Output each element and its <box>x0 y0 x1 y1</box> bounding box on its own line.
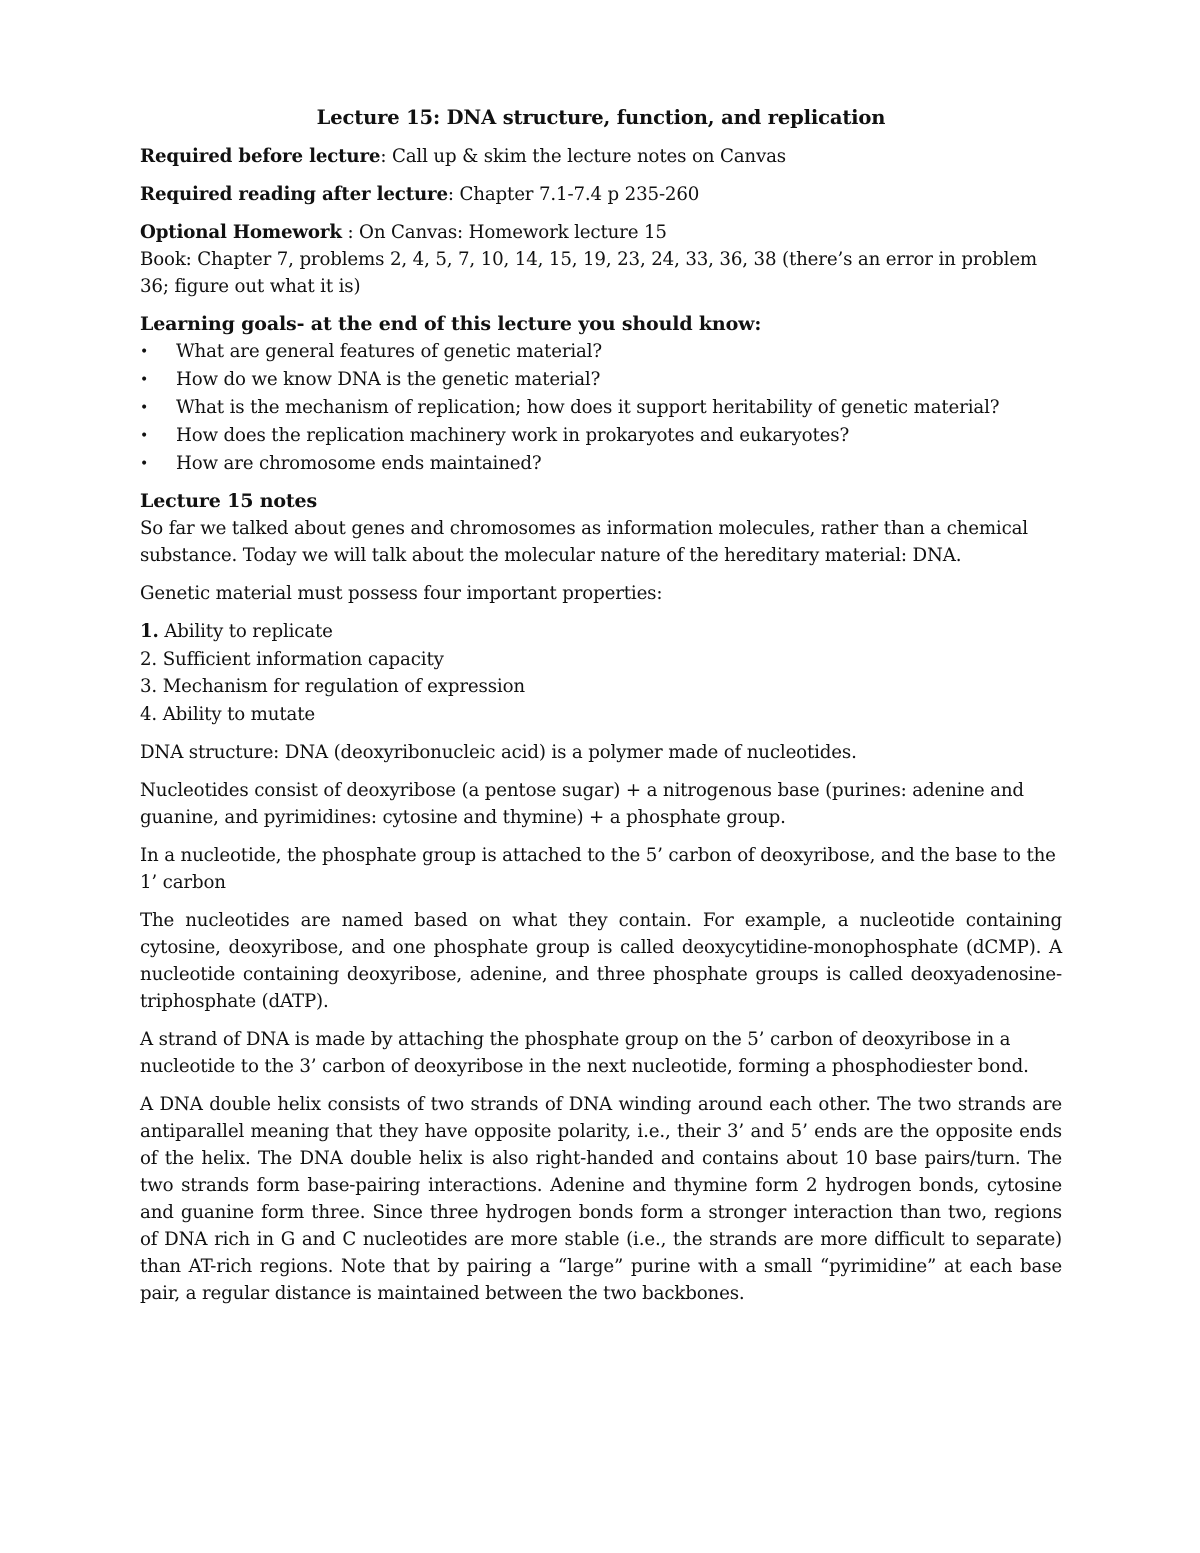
list-item <box>140 450 1062 478</box>
required-after-text: : Chapter 7.1-7.4 p 235-260 <box>447 184 700 205</box>
list-item <box>140 394 1062 422</box>
learning-goal-text: How does the replication machinery work in prokaryotes and eukaryotes? <box>176 425 850 446</box>
optional-homework-block <box>140 219 1062 300</box>
list-item <box>140 366 1062 394</box>
list-item <box>140 646 1062 674</box>
property-text: Mechanism for regulation of expression <box>157 676 525 697</box>
properties-intro: Genetic material must possess four important properties: <box>140 583 663 604</box>
bullet-icon: • <box>140 400 149 416</box>
property-number: 2. <box>140 648 158 670</box>
bullet-icon: • <box>140 456 149 472</box>
bullet-icon: • <box>140 372 149 388</box>
paragraph-nucleotides: Nucleotides consist of deoxyribose (a pentose sugar) + a nitrogenous base (purines: adenine and guanine, and pyrimidines: cytosine and thymine) + a phosphate group. <box>140 780 1024 828</box>
properties-list <box>140 618 1062 728</box>
document-page <box>140 100 1062 1318</box>
property-text: Sufficient information capacity <box>157 648 444 670</box>
list-item <box>140 701 1062 729</box>
list-item <box>140 338 1062 366</box>
learning-goal-text: What are general features of genetic material? <box>176 341 602 362</box>
notes-heading: Lecture 15 notes <box>140 490 318 512</box>
list-item <box>140 618 1062 646</box>
paragraph-naming: The nucleotides are named based on what they contain. For example, a nucleotide containing cytosine, deoxyribose, and one phosphate group is called deoxycytidine-monophosphate (dCMP). A nucleotide containing deoxyribose, adenine, and three phosphate groups is called deoxyadenosine-triphosphate (dATP). <box>140 910 1062 1012</box>
learning-goals-list <box>140 338 1062 478</box>
optional-homework-text: : On Canvas: Homework lecture 15 <box>341 222 667 243</box>
paragraph-double-helix: A DNA double helix consists of two strands of DNA winding around each other. The two strands are antiparallel meaning that they have opposite polarity, i.e., their 3’ and 5’ ends are the opposite ends of the helix. The DNA double helix is also right-handed and contains about 10 base pairs/turn. The two strands form base-pairing interactions. Adenine and thymine form 2 hydrogen bonds, cytosine and guanine form three. Since three hydrogen bonds form a stronger interaction than two, regions of DNA rich in G and C nucleotides are more stable (i.e., the strands are more difficult to separate) than AT-rich regions. Note that by pairing a “large” purine with a small “pyrimidine” at each base pair, a regular distance is maintained between the two backbones. <box>140 1094 1062 1304</box>
paragraph-dna-structure: DNA structure: DNA (deoxyribonucleic acid) is a polymer made of nucleotides. <box>140 742 857 763</box>
property-text: Ability to replicate <box>158 621 333 642</box>
property-number: 3. <box>140 676 158 697</box>
list-item <box>140 673 1062 701</box>
property-text: Ability to mutate <box>157 703 315 725</box>
required-before-line <box>140 143 1062 170</box>
property-number: 1. <box>140 621 159 642</box>
required-after-line <box>140 181 1062 208</box>
notes-intro: So far we talked about genes and chromosomes as information molecules, rather than a chemical substance. Today we will talk about the molecular nature of the hereditary material: DNA. <box>140 518 1028 566</box>
optional-homework-label: Optional Homework <box>140 222 342 243</box>
optional-homework-book: Book: Chapter 7, problems 2, 4, 5, 7, 10, 14, 15, 19, 23, 24, 33, 36, 38 (there’s an error in problem 36; figure out what it is) <box>140 249 1038 297</box>
learning-goal-text: What is the mechanism of replication; how does it support heritability of genetic material? <box>176 397 1000 418</box>
paragraph-strand: A strand of DNA is made by attaching the phosphate group on the 5’ carbon of deoxyribose in a nucleotide to the 3’ carbon of deoxyribose in the next nucleotide, forming a phosphodiester bond. <box>140 1029 1029 1077</box>
bullet-icon: • <box>140 344 149 360</box>
required-before-text: : Call up & skim the lecture notes on Canvas <box>380 146 786 167</box>
learning-goal-text: How do we know DNA is the genetic material? <box>176 369 601 390</box>
page-title: Lecture 15: DNA structure, function, and replication <box>316 106 886 129</box>
bullet-icon: • <box>140 428 149 444</box>
required-before-label: Required before lecture <box>140 146 381 167</box>
learning-goals-heading: Learning goals- at the end of this lecture you should know: <box>140 313 762 335</box>
list-item <box>140 422 1062 450</box>
required-after-label: Required reading after lecture <box>140 184 448 205</box>
paragraph-phosphate: In a nucleotide, the phosphate group is attached to the 5’ carbon of deoxyribose, and the base to the 1’ carbon <box>140 845 1056 893</box>
learning-goal-text: How are chromosome ends maintained? <box>176 453 542 474</box>
property-number: 4. <box>140 703 158 725</box>
